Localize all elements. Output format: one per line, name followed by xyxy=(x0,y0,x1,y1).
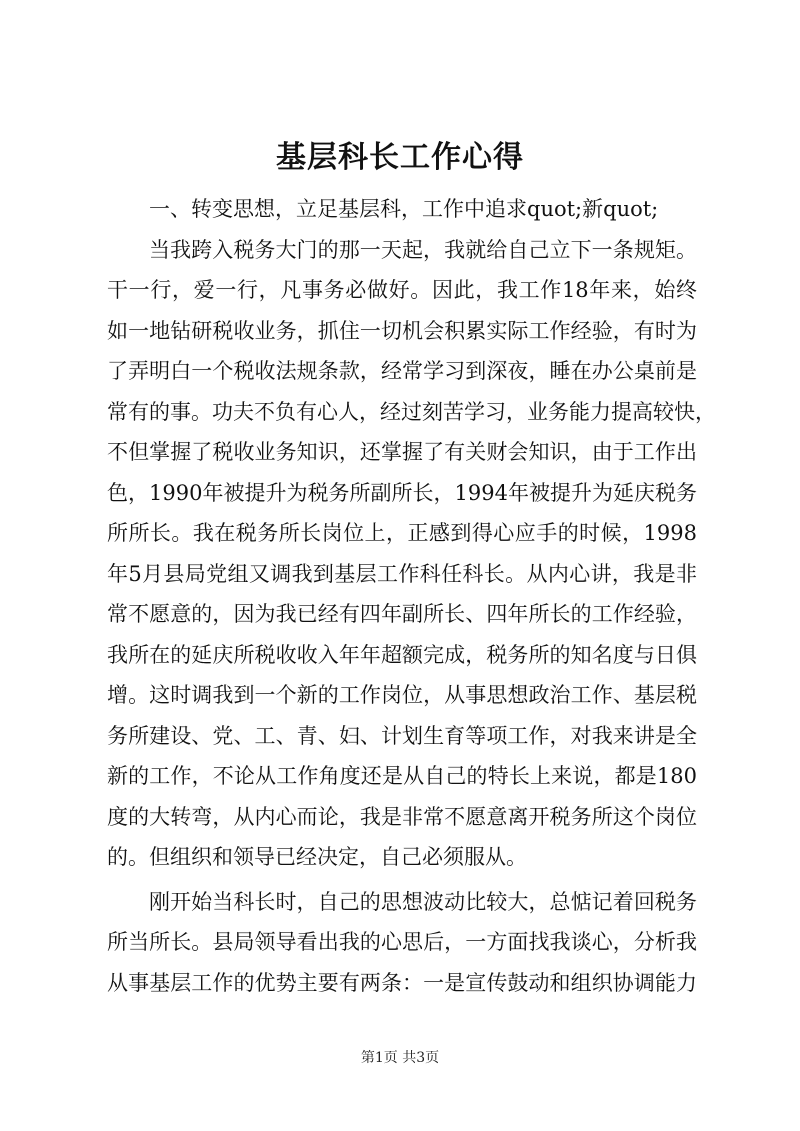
paragraph-line: 度的大转弯，从内心而论，我是非常不愿意离开税务所这个岗位 xyxy=(107,804,697,829)
paragraph-line: 了弄明白一个税收法规条款，经常学习到深夜，睡在办公桌前是 xyxy=(107,359,697,383)
paragraph-line: 色，1990年被提升为税务所副所长，1994年被提升为延庆税务 xyxy=(107,480,697,505)
paragraph-line: 所所长。我在税务所长岗位上，正感到得心应手的时候，1998 xyxy=(107,521,697,545)
document-body xyxy=(107,189,716,1003)
paragraph-line: 不但掌握了税收业务知识，还掌握了有关财会知识，由于工作出 xyxy=(107,440,697,464)
paragraph-line: 增。这时调我到一个新的工作岗位，从事思想政治工作、基层税 xyxy=(107,683,697,707)
paragraph-line: 务所建设、党、工、青、妇、计划生育等项工作，对我来讲是全 xyxy=(107,723,697,748)
paragraph-line: 常不愿意的，因为我已经有四年副所长、四年所长的工作经验， xyxy=(107,602,697,626)
paragraph-line: 的。但组织和领导已经决定，自己必须服从。 xyxy=(107,845,527,869)
paragraph-line: 干一行，爱一行，凡事务必做好。因此，我工作18年来，始终 xyxy=(107,278,697,302)
paragraph-line: 年5月县局党组又调我到基层工作科任科长。从内心讲，我是非 xyxy=(107,561,697,586)
paragraph-line: 常有的事。功夫不负有心人，经过刻苦学习，业务能力提高较快， xyxy=(107,399,716,424)
paragraph-line: 刚开始当科长时，自己的思想波动比较大，总惦记着回税务 xyxy=(149,889,697,914)
paragraph-line: 新的工作，不论从工作角度还是从自己的特长上来说，都是180 xyxy=(107,764,697,788)
page-footer: 第1页 共3页 xyxy=(360,1050,440,1066)
paragraph-line: 当我跨入税务大门的那一天起，我就给自己立下一条规矩。 xyxy=(149,237,697,262)
paragraph-line: 我所在的延庆所税收收入年年超额完成，税务所的知名度与日俱 xyxy=(107,642,697,667)
section-heading: 一、转变思想，立足基层科，工作中追求quot;新quot; xyxy=(149,197,659,221)
page-title: 基层科长工作心得 xyxy=(276,140,524,175)
paragraph-line: 从事基层工作的优势主要有两条：一是宣传鼓动和组织协调能力 xyxy=(107,970,697,995)
paragraph-line: 所当所长。县局领导看出我的心思后，一方面找我谈心，分析我 xyxy=(107,930,697,954)
paragraph-line: 如一地钻研税收业务，抓住一切机会积累实际工作经验，有时为 xyxy=(107,318,697,343)
